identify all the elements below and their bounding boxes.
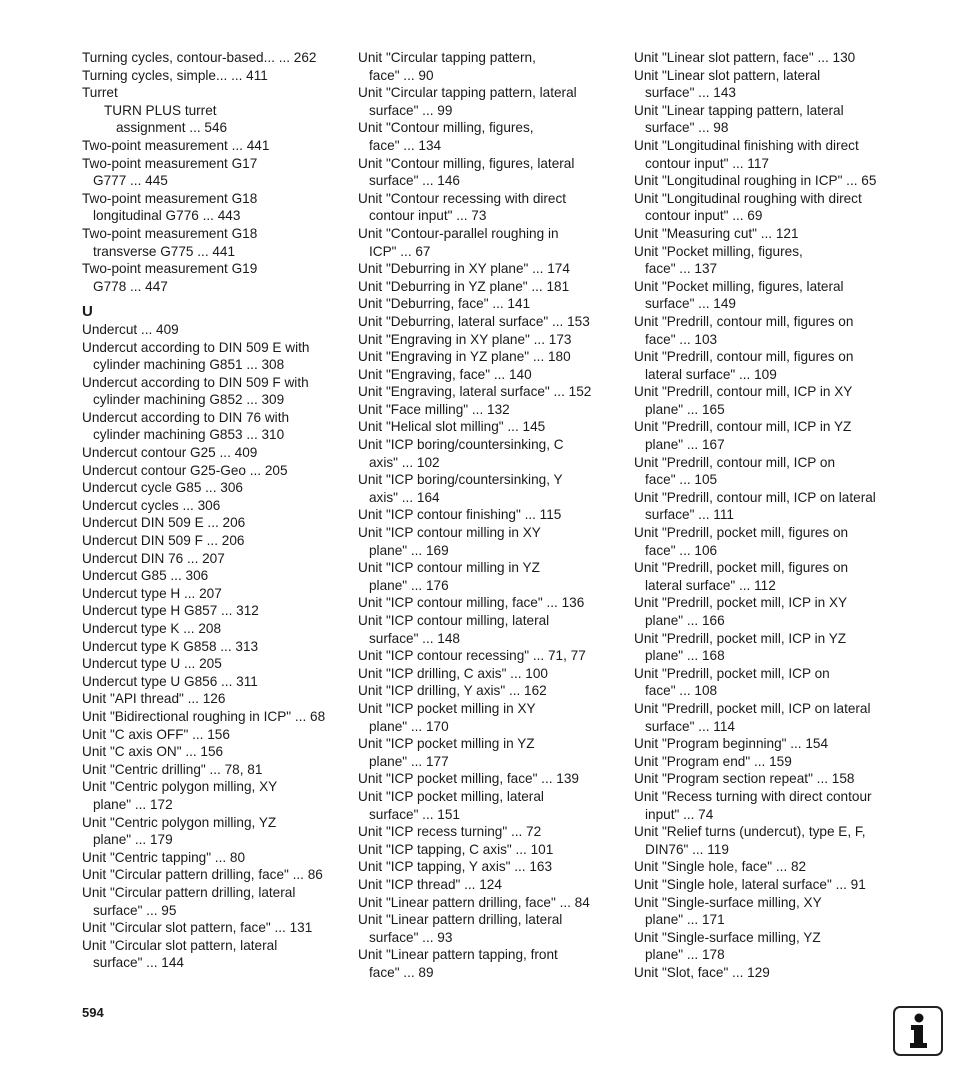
entry-continuation: plane" ... 172 [93, 796, 173, 812]
entry-line: Undercut according to DIN 509 F with [82, 374, 309, 390]
entry-line: Unit "ICP tapping, Y axis" ... 163 [358, 859, 553, 875]
entry-continuation: face" ... 89 [369, 964, 434, 980]
entry-line: Unit "Contour milling, figures, [358, 120, 534, 136]
entry-line: Undercut ... 409 [82, 321, 179, 337]
index-entry [358, 155, 626, 190]
index-entry [82, 49, 350, 67]
index-entry [358, 594, 626, 612]
index-entry [634, 348, 902, 383]
entry-line: Unit "Linear tapping pattern, lateral [634, 102, 844, 118]
index-entry [358, 401, 626, 419]
index-entry [634, 735, 902, 753]
index-entry [82, 778, 350, 813]
index-entry [82, 550, 350, 568]
index-entry [358, 841, 626, 859]
index-entry [358, 366, 626, 384]
index-entry [82, 514, 350, 532]
index-entry [82, 225, 350, 260]
index-entry [358, 823, 626, 841]
index-entry [358, 682, 626, 700]
entry-continuation: surface" ... 146 [369, 173, 460, 189]
entry-line: Undercut type U G856 ... 311 [82, 673, 258, 689]
index-entry [82, 673, 350, 691]
index-entry [358, 418, 626, 436]
index-entry [358, 471, 626, 506]
index-entry [82, 462, 350, 480]
index-entry [358, 770, 626, 788]
entry-line: Unit "Slot, face" ... 129 [634, 964, 770, 980]
entry-continuation: plane" ... 165 [645, 401, 725, 417]
entry-line: Unit "Deburring in XY plane" ... 174 [358, 261, 570, 277]
index-entry [358, 612, 626, 647]
entry-line: Unit "ICP pocket milling in XY [358, 700, 536, 716]
index-entry [82, 866, 350, 884]
entry-line: Unit "Predrill, pocket mill, ICP in XY [634, 595, 848, 611]
entry-continuation: assignment ... 546 [116, 120, 228, 136]
entry-line: Unit "Longitudinal roughing in ICP" ... 65 [634, 173, 877, 189]
section-heading: U [82, 303, 93, 321]
entry-continuation: G777 ... 445 [93, 173, 168, 189]
entry-line: Unit "Pocket milling, figures, [634, 243, 803, 259]
index-entry [358, 295, 626, 313]
index-entry [82, 919, 350, 937]
entry-line: Two-point measurement G18 [82, 190, 258, 206]
entry-line: Undercut contour G25-Geo ... 205 [82, 462, 288, 478]
entry-line: Unit "Predrill, contour mill, figures on [634, 313, 854, 329]
entry-line: Two-point measurement ... 441 [82, 137, 270, 153]
entry-line: Unit "ICP pocket milling, face" ... 139 [358, 771, 579, 787]
entry-line: Undercut type H G857 ... 312 [82, 603, 259, 619]
entry-line: Unit "Circular pattern drilling, face" ... 86 [82, 867, 323, 883]
index-entry [358, 348, 626, 366]
entry-line: Unit "Predrill, pocket mill, figures on [634, 525, 849, 541]
index-entry [634, 49, 902, 67]
index-entry [82, 690, 350, 708]
entry-line: Unit "Single hole, face" ... 82 [634, 859, 807, 875]
index-column-2 [358, 49, 626, 981]
entry-line: Unit "C axis OFF" ... 156 [82, 726, 230, 742]
index-entry [82, 567, 350, 585]
entry-line: Unit "ICP tapping, C axis" ... 101 [358, 841, 554, 857]
index-entry [634, 102, 902, 137]
entry-line: Unit "Single hole, lateral surface" ... 91 [634, 876, 866, 892]
index-entry [358, 665, 626, 683]
entry-line: Unit "Contour recessing with direct [358, 190, 567, 206]
entry-line: Unit "Centric polygon milling, XY [82, 779, 278, 795]
entry-line: Unit "ICP thread" ... 124 [358, 876, 502, 892]
entry-line: Unit "ICP boring/countersinking, Y [358, 472, 563, 488]
entry-line: Unit "Predrill, pocket mill, figures on [634, 560, 849, 576]
index-entry [82, 638, 350, 656]
index-entry [82, 339, 350, 374]
entry-continuation: plane" ... 178 [645, 947, 725, 963]
index-column-3 [634, 49, 902, 981]
index-entry [634, 823, 902, 858]
entry-line: Unit "Circular pattern drilling, lateral [82, 884, 296, 900]
index-entry [358, 383, 626, 401]
index-entry [358, 331, 626, 349]
index-entry [634, 313, 902, 348]
entry-line: Undercut type H ... 207 [82, 585, 222, 601]
index-entry [634, 788, 902, 823]
entry-continuation: face" ... 134 [369, 137, 442, 153]
index-entry [358, 506, 626, 524]
entry-line: Undercut cycles ... 306 [82, 497, 221, 513]
entry-line: Unit "Engraving, face" ... 140 [358, 366, 532, 382]
index-entry [358, 858, 626, 876]
entry-line: Two-point measurement G18 [82, 225, 258, 241]
entry-continuation: plane" ... 171 [645, 912, 725, 928]
entry-continuation: surface" ... 114 [645, 718, 735, 734]
entry-continuation: cylinder machining G851 ... 308 [93, 357, 285, 373]
index-entry [82, 190, 350, 225]
entry-line: Unit "API thread" ... 126 [82, 691, 226, 707]
entry-continuation: surface" ... 99 [369, 102, 453, 118]
entry-continuation: face" ... 137 [645, 261, 718, 277]
entry-continuation: face" ... 90 [369, 67, 434, 83]
index-entry [82, 409, 350, 444]
entry-continuation: plane" ... 169 [369, 542, 449, 558]
entry-line: Two-point measurement G19 [82, 261, 258, 277]
index-entry [82, 708, 350, 726]
entry-line: Unit "Single-surface milling, YZ [634, 929, 821, 945]
entry-line: Unit "Single-surface milling, XY [634, 894, 822, 910]
index-entry [634, 137, 902, 172]
index-entry [634, 559, 902, 594]
entry-line: Unit "Linear pattern drilling, face" ... 84 [358, 894, 590, 910]
index-entry [82, 655, 350, 673]
entry-continuation: face" ... 103 [645, 331, 718, 347]
index-column-1 [82, 49, 350, 972]
entry-line: Unit "Bidirectional roughing in ICP" ... 68 [82, 708, 326, 724]
entry-line: Unit "Engraving in XY plane" ... 173 [358, 331, 572, 347]
entry-continuation: surface" ... 95 [93, 902, 177, 918]
entry-line: Unit "Helical slot milling" ... 145 [358, 419, 546, 435]
entry-continuation: plane" ... 167 [645, 437, 725, 453]
entry-continuation: plane" ... 177 [369, 753, 449, 769]
index-entry [634, 190, 902, 225]
entry-continuation: face" ... 106 [645, 542, 718, 558]
entry-continuation: face" ... 108 [645, 683, 718, 699]
entry-continuation: contour input" ... 69 [645, 208, 763, 224]
index-entry [358, 735, 626, 770]
entry-line: Unit "Predrill, contour mill, figures on [634, 349, 854, 365]
index-entry [634, 630, 902, 665]
index-entry [82, 137, 350, 155]
entry-line: Unit "Program end" ... 159 [634, 753, 792, 769]
entry-line: Unit "Linear pattern drilling, lateral [358, 912, 563, 928]
index-entry [358, 225, 626, 260]
index-entry [82, 602, 350, 620]
entry-line: Unit "Centric tapping" ... 80 [82, 849, 246, 865]
entry-continuation: input" ... 74 [645, 806, 714, 822]
index-entry [82, 849, 350, 867]
entry-line: Undercut according to DIN 76 with [82, 409, 290, 425]
entry-line: Unit "Circular tapping pattern, [358, 50, 536, 65]
entry-continuation: ICP" ... 67 [369, 243, 431, 259]
index-entry [82, 444, 350, 462]
index-entry [634, 894, 902, 929]
entry-line: Unit "Engraving in YZ plane" ... 180 [358, 349, 571, 365]
entry-line: Unit "ICP drilling, C axis" ... 100 [358, 665, 548, 681]
entry-line: Unit "Linear pattern tapping, front [358, 947, 558, 963]
entry-line: Unit "ICP contour milling in YZ [358, 560, 540, 576]
index-entry [634, 172, 902, 190]
index-entry [358, 119, 626, 154]
entry-line: Unit "Deburring in YZ plane" ... 181 [358, 278, 570, 294]
index-entry [358, 524, 626, 559]
entry-line: Undercut according to DIN 509 E with [82, 339, 310, 355]
entry-line: Unit "ICP contour milling in XY [358, 525, 541, 541]
entry-line: Unit "Face milling" ... 132 [358, 401, 510, 417]
entry-line: Unit "C axis ON" ... 156 [82, 744, 224, 760]
index-entry [634, 418, 902, 453]
entry-continuation: lateral surface" ... 109 [645, 366, 777, 382]
index-entry [82, 374, 350, 409]
index-entry [634, 243, 902, 278]
index-entry [358, 911, 626, 946]
entry-continuation: G778 ... 447 [93, 278, 168, 294]
entry-continuation: DIN76" ... 119 [645, 841, 729, 857]
entry-continuation: axis" ... 102 [369, 454, 440, 470]
index-entry [358, 894, 626, 912]
entry-continuation: contour input" ... 117 [645, 155, 769, 171]
entry-line: Unit "Centric polygon milling, YZ [82, 814, 277, 830]
index-entry [358, 84, 626, 119]
index-entry [358, 313, 626, 331]
index-entry [634, 665, 902, 700]
index-entry [634, 383, 902, 418]
entry-line: Unit "Pocket milling, figures, lateral [634, 278, 844, 294]
index-entry [358, 559, 626, 594]
index-entry [634, 964, 902, 982]
entry-line: Unit "Measuring cut" ... 121 [634, 225, 799, 241]
index-entry [358, 647, 626, 665]
entry-line: Unit "Circular slot pattern, lateral [82, 937, 278, 953]
index-entry [358, 436, 626, 471]
index-entry [358, 876, 626, 894]
entry-line: Unit "Predrill, contour mill, ICP in XY [634, 384, 853, 400]
entry-line: Unit "ICP pocket milling, lateral [358, 788, 544, 804]
entry-line: Turret [82, 85, 118, 101]
index-entry [82, 937, 350, 972]
entry-line: Undercut cycle G85 ... 306 [82, 480, 243, 496]
index-entry [82, 585, 350, 603]
entry-line: Undercut contour G25 ... 409 [82, 445, 258, 461]
entry-line: Unit "Circular slot pattern, face" ... 131 [82, 920, 313, 936]
index-entry [82, 155, 350, 190]
index-entry [634, 770, 902, 788]
entry-line: Unit "ICP pocket milling in YZ [358, 736, 535, 752]
index-entry [82, 761, 350, 779]
entry-continuation: surface" ... 144 [93, 955, 184, 971]
entry-continuation: plane" ... 179 [93, 832, 173, 848]
index-entry [358, 946, 626, 981]
entry-line: Unit "Predrill, pocket mill, ICP in YZ [634, 630, 847, 646]
entry-continuation: longitudinal G776 ... 443 [93, 208, 241, 224]
entry-continuation: lateral surface" ... 112 [645, 577, 776, 593]
entry-line: Unit "Longitudinal roughing with direct [634, 190, 862, 206]
entry-line: Unit "Linear slot pattern, lateral [634, 67, 821, 83]
entry-continuation: face" ... 105 [645, 472, 718, 488]
index-entry [358, 190, 626, 225]
entry-line: Undercut DIN 76 ... 207 [82, 550, 225, 566]
index-entry [82, 726, 350, 744]
entry-line: Unit "ICP contour finishing" ... 115 [358, 507, 562, 523]
index-entry [634, 524, 902, 559]
entry-line: Unit "ICP recess turning" ... 72 [358, 824, 542, 840]
index-entry [634, 225, 902, 243]
entry-line: Unit "Recess turning with direct contour [634, 788, 872, 804]
entry-line: Unit "Engraving, lateral surface" ... 152 [358, 384, 592, 400]
index-entry [82, 321, 350, 339]
entry-continuation: surface" ... 149 [645, 296, 736, 312]
entry-line: Unit "Relief turns (undercut), type E, F, [634, 824, 866, 840]
entry-line: Unit "Contour-parallel roughing in [358, 225, 559, 241]
entry-line: Unit "ICP boring/countersinking, C [358, 437, 564, 453]
entry-line: Unit "ICP contour milling, face" ... 136 [358, 595, 585, 611]
index-subentry [82, 102, 350, 137]
index-entry [82, 814, 350, 849]
index-entry [634, 929, 902, 964]
entry-line: Unit "Program beginning" ... 154 [634, 736, 829, 752]
index-entry [358, 788, 626, 823]
index-entry [82, 743, 350, 761]
entry-continuation: cylinder machining G852 ... 309 [93, 392, 285, 408]
entry-continuation: plane" ... 166 [645, 613, 725, 628]
entry-line: Undercut type K G858 ... 313 [82, 638, 259, 654]
entry-line: Undercut type K ... 208 [82, 621, 222, 636]
entry-line: Unit "Longitudinal finishing with direct [634, 137, 859, 153]
index-entry [358, 49, 626, 84]
index-entry [82, 497, 350, 515]
entry-line: Unit "Predrill, pocket mill, ICP on [634, 665, 830, 681]
index-entry [634, 278, 902, 313]
entry-line: Unit "Circular tapping pattern, lateral [358, 85, 577, 101]
entry-line: Unit "Centric drilling" ... 78, 81 [82, 761, 263, 777]
entry-line: Unit "Deburring, lateral surface" ... 153 [358, 313, 590, 329]
entry-continuation: plane" ... 170 [369, 718, 449, 734]
index-entry [634, 753, 902, 771]
index-entry [634, 876, 902, 894]
entry-line: Unit "ICP contour recessing" ... 71, 77 [358, 648, 586, 664]
entry-continuation: surface" ... 111 [645, 507, 734, 523]
entry-line: Unit "Predrill, contour mill, ICP on [634, 454, 835, 470]
index-entry [82, 67, 350, 85]
index-entry [82, 620, 350, 638]
entry-continuation: cylinder machining G853 ... 310 [93, 427, 285, 443]
index-entry [82, 479, 350, 497]
index-entry [358, 700, 626, 735]
index-entry [82, 84, 350, 102]
entry-line: Undercut DIN 509 F ... 206 [82, 533, 245, 549]
entry-continuation: contour input" ... 73 [369, 208, 487, 224]
index-entry [358, 278, 626, 296]
index-entry [634, 489, 902, 524]
index-entry [634, 67, 902, 102]
index-entry [358, 260, 626, 278]
entry-line: Turning cycles, contour-based... ... 262 [82, 50, 317, 65]
entry-line: Unit "Predrill, contour mill, ICP on lateral [634, 489, 876, 505]
index-entry [634, 454, 902, 489]
entry-continuation: surface" ... 143 [645, 85, 736, 101]
entry-line: TURN PLUS turret [104, 102, 217, 118]
index-entry [634, 858, 902, 876]
info-glyph [895, 1008, 941, 1054]
entry-line: Undercut G85 ... 306 [82, 568, 209, 584]
index-entry [82, 884, 350, 919]
entry-continuation: surface" ... 151 [369, 806, 460, 822]
entry-line: Two-point measurement G17 [82, 155, 258, 171]
entry-continuation: surface" ... 93 [369, 929, 453, 945]
entry-line: Unit "Linear slot pattern, face" ... 130 [634, 50, 856, 65]
entry-continuation: axis" ... 164 [369, 489, 440, 505]
entry-line: Unit "Predrill, pocket mill, ICP on lateral [634, 700, 871, 716]
index-entry [634, 594, 902, 629]
entry-line: Unit "ICP contour milling, lateral [358, 613, 550, 628]
info-icon [893, 1006, 943, 1056]
entry-continuation: surface" ... 148 [369, 630, 460, 646]
entry-continuation: surface" ... 98 [645, 120, 729, 136]
entry-continuation: transverse G775 ... 441 [93, 243, 236, 259]
entry-continuation: plane" ... 168 [645, 648, 725, 664]
index-entry [82, 260, 350, 295]
entry-line: Turning cycles, simple... ... 411 [82, 67, 268, 83]
entry-line: Undercut DIN 509 E ... 206 [82, 515, 246, 531]
page-number: 594 [82, 1005, 104, 1020]
entry-line: Unit "ICP drilling, Y axis" ... 162 [358, 683, 547, 699]
entry-continuation: plane" ... 176 [369, 577, 449, 593]
entry-line: Undercut type U ... 205 [82, 656, 222, 672]
entry-line: Unit "Predrill, contour mill, ICP in YZ [634, 419, 852, 435]
index-entry [82, 532, 350, 550]
index-entry [634, 700, 902, 735]
entry-line: Unit "Program section repeat" ... 158 [634, 771, 855, 787]
entry-line: Unit "Contour milling, figures, lateral [358, 155, 575, 171]
entry-line: Unit "Deburring, face" ... 141 [358, 296, 531, 312]
